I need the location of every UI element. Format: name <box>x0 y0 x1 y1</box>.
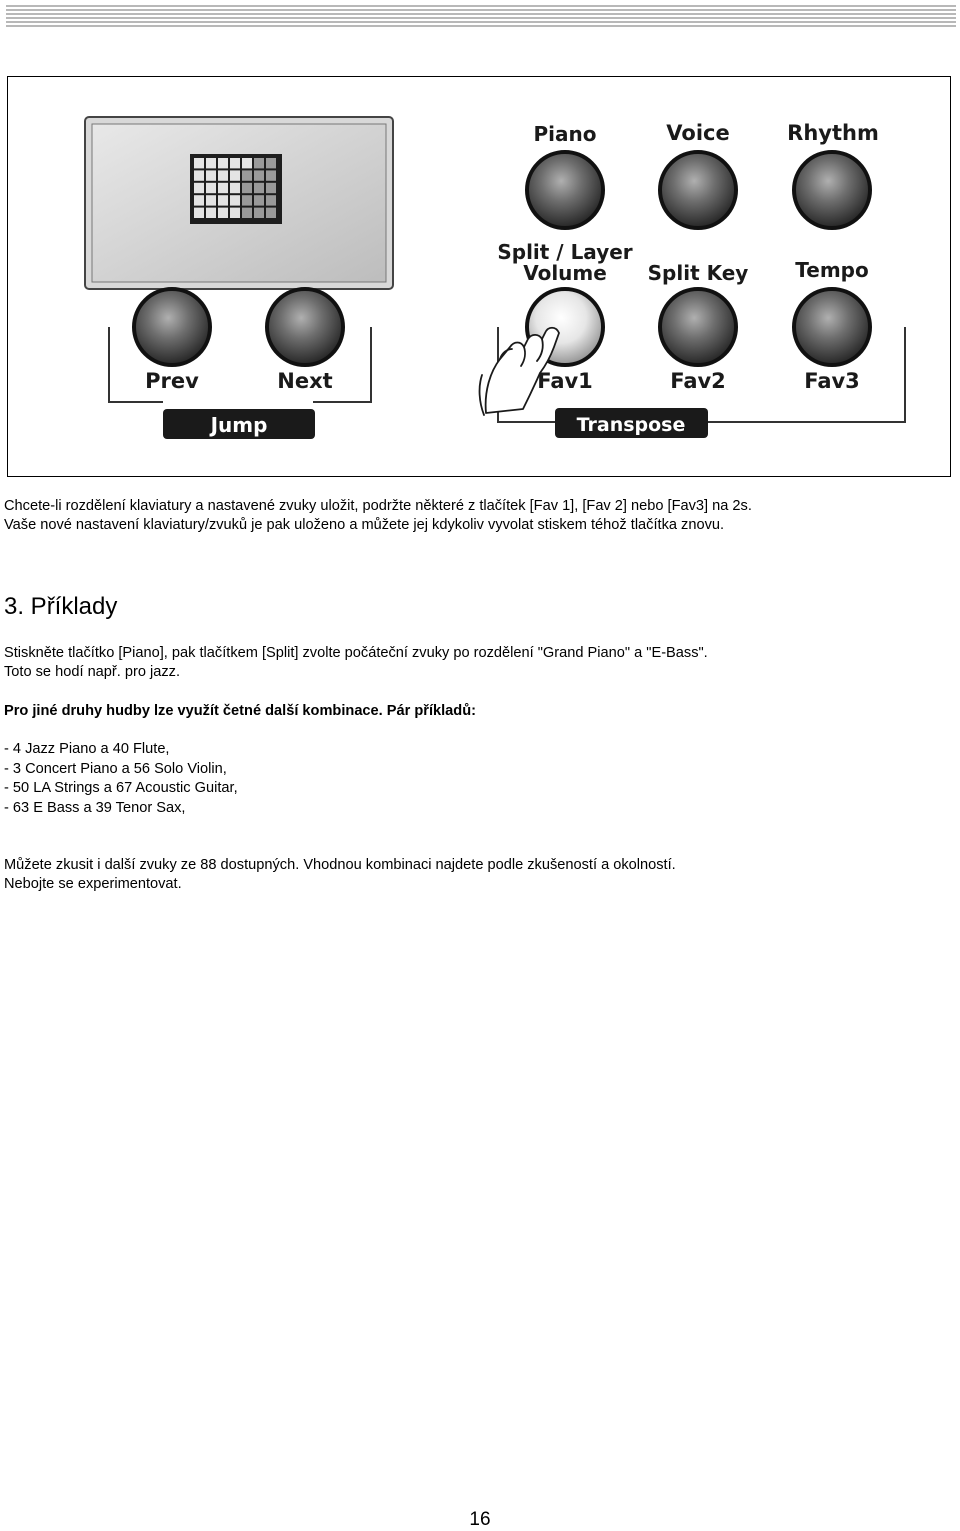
split-layer-label: Split / Layer <box>497 240 633 264</box>
next-label: Next <box>277 369 333 393</box>
lcd-pixel <box>266 195 276 205</box>
list-item: - 3 Concert Piano a 56 Solo Violin, <box>4 760 227 777</box>
lcd-pixel <box>218 170 228 180</box>
lcd-pixel <box>230 195 240 205</box>
closing-paragraph <box>4 856 944 894</box>
lcd-pixel <box>230 170 240 180</box>
tempo-label: Tempo <box>795 258 869 282</box>
lcd-pixel <box>266 183 276 193</box>
combinations-intro: Pro jiné druhy hudby lze využít četné další kombinace. Pár příkladů: <box>4 703 476 719</box>
prev-button[interactable] <box>134 289 210 365</box>
split-key-label: Split Key <box>647 261 749 285</box>
lcd-pixel <box>218 158 228 168</box>
lcd-pixel <box>230 158 240 168</box>
piano-button[interactable] <box>527 152 603 228</box>
lcd-pixel <box>218 208 228 218</box>
example-line-2: Toto se hodí např. pro jazz. <box>4 664 181 680</box>
rhythm-button[interactable] <box>794 152 870 228</box>
lcd-pixel <box>194 195 204 205</box>
lcd-pixel <box>230 208 240 218</box>
lcd-pixel <box>206 195 216 205</box>
voice-label: Voice <box>666 121 730 145</box>
fav2-button[interactable] <box>660 289 736 365</box>
fav2-label: Fav2 <box>670 369 726 393</box>
lcd-pixel <box>218 183 228 193</box>
intro-line-1: Chcete-li rozdělení klaviatury a nastavené zvuky uložit, podržte některé z tlačítek [Fav 1], [Fav 2] nebo [Fav3] na 2s. <box>4 498 752 514</box>
closing-line-2: Nebojte se experimentovat. <box>4 876 182 892</box>
lcd-pixel <box>194 208 204 218</box>
control-panel-svg <box>8 77 952 478</box>
example-line-1: Stiskněte tlačítko [Piano], pak tlačítkem [Split] zvolte počáteční zvuky po rozdělení "Grand Piano" a "E-Bass". <box>4 645 708 661</box>
page-number: 16 <box>469 1509 491 1530</box>
volume-label: Volume <box>523 261 607 285</box>
lcd-pixel <box>254 158 264 168</box>
voice-button[interactable] <box>660 152 736 228</box>
lcd-pixel <box>242 183 252 193</box>
lcd-pixel <box>242 208 252 218</box>
fav1-label: Fav1 <box>537 369 593 393</box>
lcd-pixel <box>254 170 264 180</box>
lcd-pixel <box>254 208 264 218</box>
lcd-pixel <box>194 170 204 180</box>
intro-paragraph <box>4 497 944 535</box>
lcd-pixel <box>254 195 264 205</box>
lcd-pixel <box>218 195 228 205</box>
lcd-pixel <box>206 208 216 218</box>
piano-label: Piano <box>533 122 597 146</box>
lcd-pixel <box>230 183 240 193</box>
lcd-pixel <box>242 170 252 180</box>
section-heading: 3. Příklady <box>4 593 118 620</box>
transpose-label: Transpose <box>576 414 686 436</box>
examples-list <box>4 740 238 818</box>
lcd-pixel <box>266 158 276 168</box>
lcd-pixel <box>206 158 216 168</box>
lcd-pixel <box>242 195 252 205</box>
list-item: - 50 LA Strings a 67 Acoustic Guitar, <box>4 780 238 796</box>
list-item: - 4 Jazz Piano a 40 Flute, <box>4 741 170 757</box>
next-button[interactable] <box>267 289 343 365</box>
lcd-pixel <box>206 170 216 180</box>
prev-label: Prev <box>145 369 199 393</box>
rhythm-label: Rhythm <box>787 121 879 145</box>
lcd-pixel <box>194 158 204 168</box>
lcd-pixel <box>266 208 276 218</box>
closing-line-1: Můžete zkusit i další zvuky ze 88 dostupných. Vhodnou kombinaci najdete podle zkušeností a okolností. <box>4 857 676 873</box>
lcd-pixel <box>194 183 204 193</box>
jump-label: Jump <box>210 413 268 437</box>
lcd-pixel <box>254 183 264 193</box>
list-item: - 63 E Bass a 39 Tenor Sax, <box>4 799 186 816</box>
lcd-pixel-grid <box>194 158 276 218</box>
lcd-pixel <box>266 170 276 180</box>
control-panel-figure <box>7 76 951 477</box>
intro-line-2: Vaše nové nastavení klaviatury/zvuků je pak uloženo a můžete jej kdykoliv vyvolat stiskem téhož tlačítka znovu. <box>4 517 725 533</box>
lcd-pixel <box>242 158 252 168</box>
example-paragraph <box>4 644 944 682</box>
fav3-label: Fav3 <box>804 369 860 393</box>
fav3-button[interactable] <box>794 289 870 365</box>
lcd-display <box>85 117 393 289</box>
lcd-pixel <box>206 183 216 193</box>
header-rule <box>6 5 956 29</box>
